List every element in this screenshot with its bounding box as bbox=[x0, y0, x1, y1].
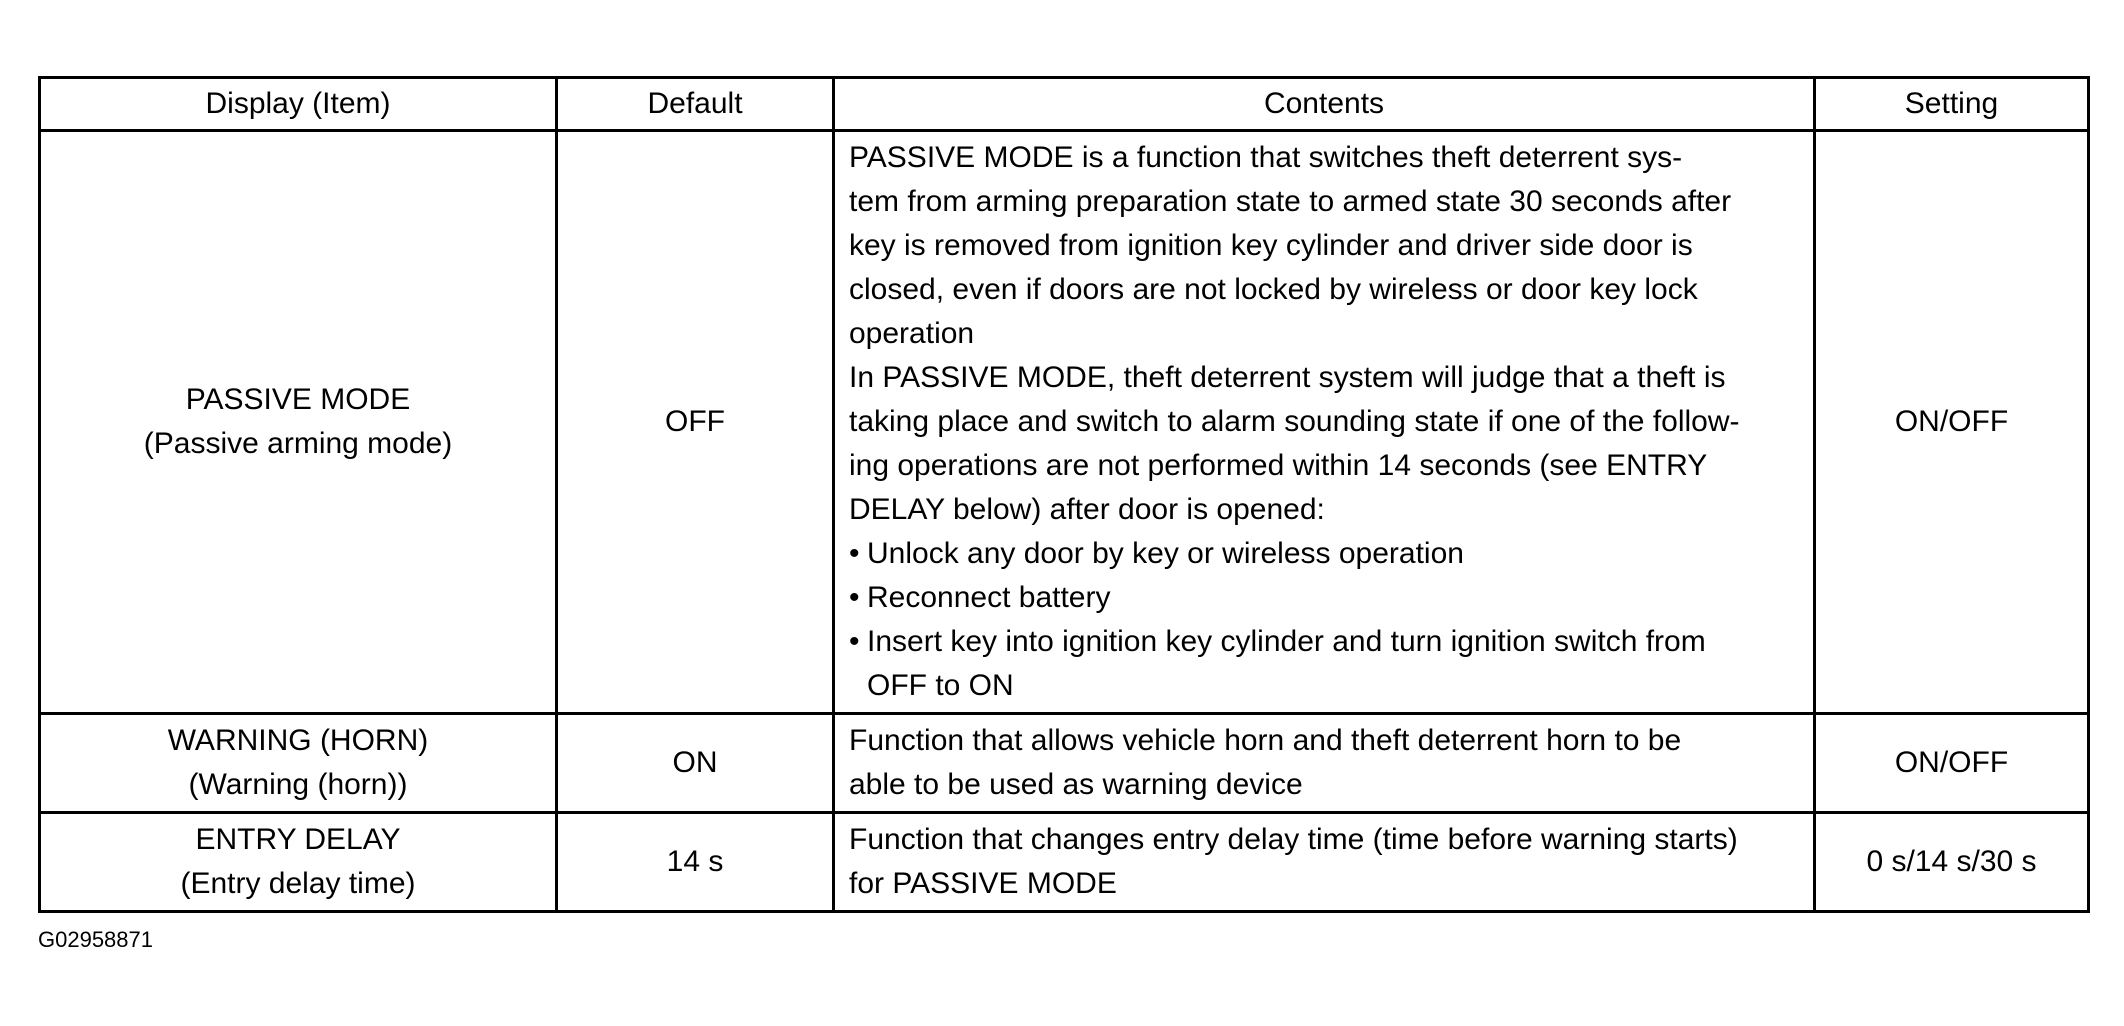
contents-cell bbox=[834, 131, 1815, 714]
display-item-cell bbox=[40, 813, 557, 912]
setting-cell: 0 s/14 s/30 s bbox=[1815, 813, 2089, 912]
contents-line: taking place and switch to alarm sounding state if one of the follow- bbox=[849, 405, 1740, 438]
bullet-icon: • bbox=[849, 625, 860, 658]
display-item-description: (Entry delay time) bbox=[180, 867, 416, 900]
display-item-name: PASSIVE MODE bbox=[185, 383, 411, 416]
display-item-description: (Passive arming mode) bbox=[143, 427, 453, 460]
contents-line: PASSIVE MODE is a function that switches theft deterrent sys- bbox=[849, 141, 1683, 174]
bullet-icon: • bbox=[849, 537, 860, 570]
default-value-cell: OFF bbox=[557, 131, 834, 714]
display-item-name: ENTRY DELAY bbox=[195, 823, 401, 856]
display-item-name: WARNING (HORN) bbox=[167, 724, 429, 757]
default-value-cell: ON bbox=[557, 714, 834, 813]
bullet-text-continuation: OFF to ON bbox=[867, 669, 1014, 702]
figure-id-label: G02958871 bbox=[38, 927, 153, 952]
display-item-description: (Warning (horn)) bbox=[188, 768, 408, 801]
bullet-icon: • bbox=[849, 581, 860, 614]
header-default: Default bbox=[557, 78, 834, 131]
contents-line: tem from arming preparation state to armed state 30 seconds after bbox=[849, 185, 1732, 218]
default-value-cell: 14 s bbox=[557, 813, 834, 912]
table-row bbox=[40, 131, 2089, 714]
display-item-cell bbox=[40, 131, 557, 714]
contents-cell bbox=[834, 714, 1815, 813]
bullet-text: Insert key into ignition key cylinder and turn ignition switch from bbox=[867, 625, 1706, 658]
settings-table-container bbox=[38, 76, 2090, 913]
contents-line: for PASSIVE MODE bbox=[849, 867, 1117, 900]
contents-line: closed, even if doors are not locked by wireless or door key lock bbox=[849, 273, 1698, 306]
contents-line: ing operations are not performed within 14 seconds (see ENTRY bbox=[849, 449, 1708, 482]
setting-cell: ON/OFF bbox=[1815, 131, 2089, 714]
contents-cell bbox=[834, 813, 1815, 912]
contents-line: operation bbox=[849, 317, 975, 350]
settings-table bbox=[38, 76, 2090, 913]
table-row bbox=[40, 714, 2089, 813]
contents-line: In PASSIVE MODE, theft deterrent system will judge that a theft is bbox=[849, 361, 1726, 394]
header-contents: Contents bbox=[834, 78, 1815, 131]
contents-line: able to be used as warning device bbox=[849, 768, 1303, 801]
setting-cell: ON/OFF bbox=[1815, 714, 2089, 813]
contents-line: Function that changes entry delay time (time before warning starts) bbox=[849, 823, 1738, 856]
bullet-text: Unlock any door by key or wireless operation bbox=[867, 537, 1464, 570]
contents-line: DELAY below) after door is opened: bbox=[849, 493, 1325, 526]
table-row bbox=[40, 813, 2089, 912]
table-header-row bbox=[40, 78, 2089, 131]
display-item-cell bbox=[40, 714, 557, 813]
bullet-text: Reconnect battery bbox=[867, 581, 1111, 614]
contents-line: key is removed from ignition key cylinder and driver side door is bbox=[849, 229, 1693, 262]
bullet-list-item bbox=[849, 532, 1799, 576]
header-setting: Setting bbox=[1815, 78, 2089, 131]
bullet-list-item bbox=[849, 620, 1799, 664]
header-display-item: Display (Item) bbox=[40, 78, 557, 131]
contents-line: Function that allows vehicle horn and theft deterrent horn to be bbox=[849, 724, 1682, 757]
bullet-list-item bbox=[849, 576, 1799, 620]
